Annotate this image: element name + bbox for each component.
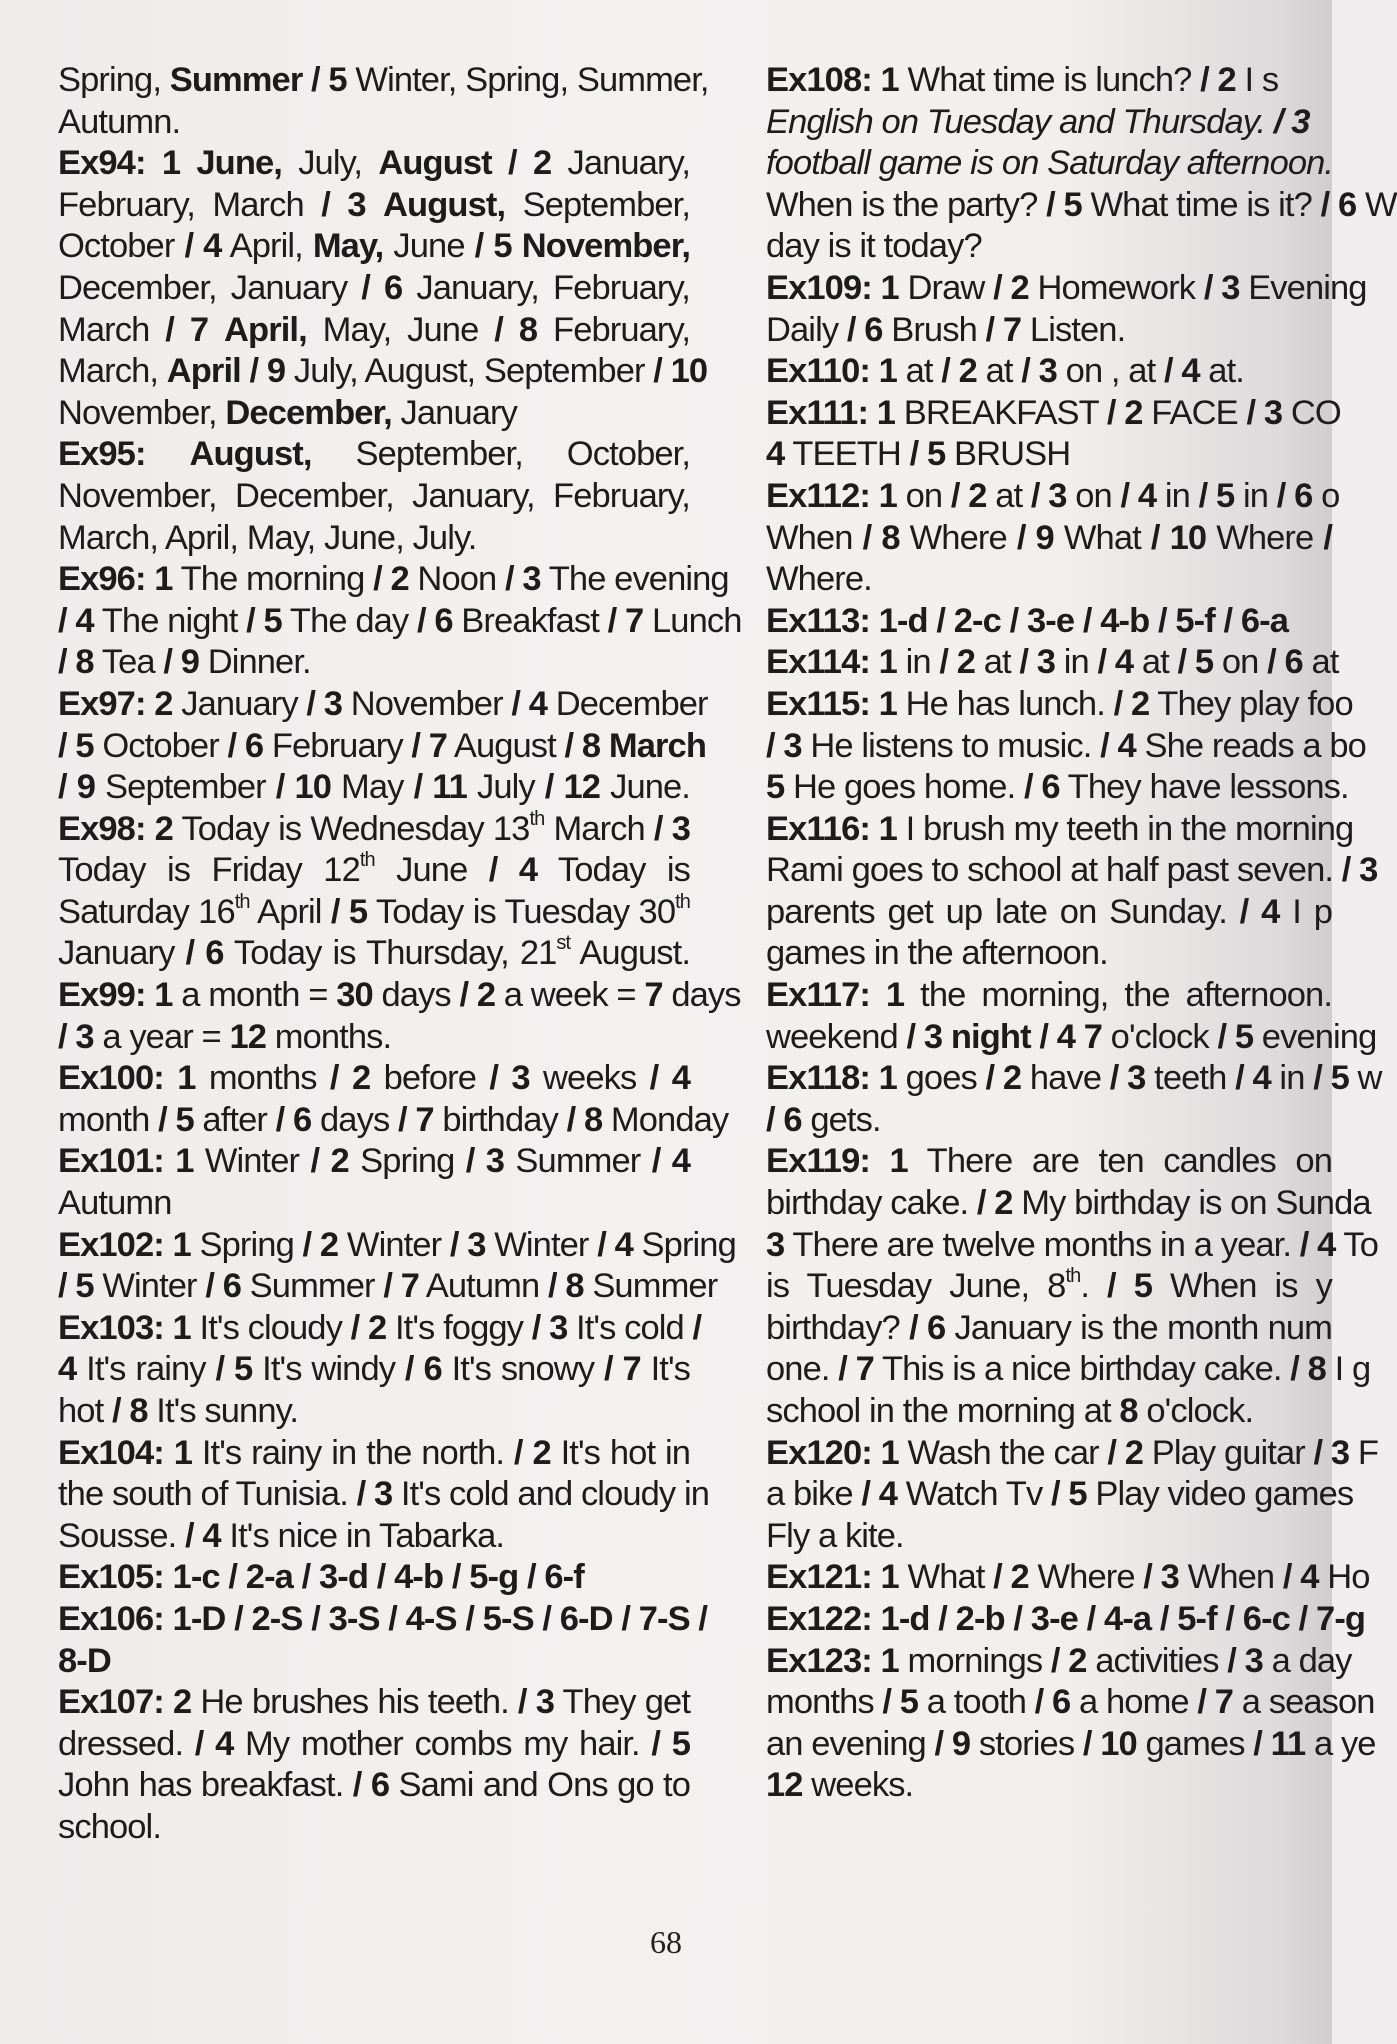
left-column-line: January / 6 Today is Thursday, 21st August. bbox=[58, 932, 691, 973]
left-column-line: hot / 8 It's sunny. bbox=[58, 1392, 299, 1430]
right-column-line: weekend / 3 night / 4 7 o'clock / 5 evening bbox=[766, 1017, 1377, 1056]
left-column-line: / 9 September / 10 May / 11 July / 12 June. bbox=[58, 768, 690, 807]
left-column-line: / 5 October / 6 February / 7 August / 8 March bbox=[58, 726, 707, 765]
left-column-line: / 8 Tea / 9 Dinner. bbox=[58, 643, 311, 682]
right-column-line: Ex109: 1 Draw / 2 Homework / 3 Evening bbox=[766, 268, 1367, 307]
right-column-line: Ex111: 1 BREAKFAST / 2 FACE / 3 CO bbox=[766, 393, 1341, 432]
left-column-line: Today is Friday 12th June / 4 Today is bbox=[58, 849, 690, 890]
left-column-line: Ex98: 2 Today is Wednesday 13th March / 3 bbox=[58, 807, 691, 848]
left-column-line: month / 5 after / 6 days / 7 birthday / 8 Monday bbox=[58, 1100, 729, 1139]
left-column-line: / 3 a year = 12 months. bbox=[58, 1017, 392, 1056]
right-column-line: When is the party? / 5 What time is it? / 6 W bbox=[766, 185, 1397, 224]
left-column-line: Ex103: 1 It's cloudy / 2 It's foggy / 3 It's cold / bbox=[58, 1308, 702, 1347]
right-column-line: months / 5 a tooth / 6 a home / 7 a season bbox=[766, 1683, 1375, 1722]
left-column-line: Ex102: 1 Spring / 2 Winter / 3 Winter / 4 Spring bbox=[58, 1225, 736, 1264]
left-column-line: the south of Tunisia. / 3 It's cold and cloudy in bbox=[58, 1475, 710, 1514]
left-column-line: 8-D bbox=[58, 1641, 111, 1680]
left-column-line: Ex105: 1-c / 2-a / 3-d / 4-b / 5-g / 6-f bbox=[58, 1558, 584, 1597]
right-column-line: 5 He goes home. / 6 They have lessons. bbox=[766, 768, 1349, 807]
right-column-line: 12 weeks. bbox=[766, 1766, 914, 1805]
right-answer-column bbox=[766, 60, 1397, 1807]
left-column-line: Ex94: 1 June, July, August / 2 January, bbox=[58, 144, 691, 183]
left-answer-column bbox=[58, 60, 742, 1849]
left-column-line: Ex100: 1 months / 2 before / 3 weeks / 4 bbox=[58, 1059, 690, 1098]
left-column-line: / 4 The night / 5 The day / 6 Breakfast / 7 Lunch bbox=[58, 601, 742, 640]
right-column-line: Ex120: 1 Wash the car / 2 Play guitar / 3 F bbox=[766, 1433, 1379, 1472]
right-column-line: parents get up late on Sunday. / 4 I p bbox=[766, 892, 1333, 931]
right-column-line: Ex116: 1 I brush my teeth in the morning bbox=[766, 809, 1354, 848]
left-column-line: Ex95: August, September, October, bbox=[58, 435, 691, 474]
right-column-line: Ex117: 1 the morning, the afternoon. bbox=[766, 976, 1332, 1015]
left-column-line: Ex99: 1 a month = 30 days / 2 a week = 7 days bbox=[58, 976, 741, 1015]
right-column-line: When / 8 Where / 9 What / 10 Where / bbox=[766, 518, 1333, 557]
right-column-line: football game is on Saturday afternoon. bbox=[766, 144, 1334, 183]
left-column-line: Sousse. / 4 It's nice in Tabarka. bbox=[58, 1516, 505, 1555]
right-column-line: Ex121: 1 What / 2 Where / 3 When / 4 Ho bbox=[766, 1558, 1370, 1597]
right-column-line: Ex115: 1 He has lunch. / 2 They play foo bbox=[766, 684, 1353, 723]
right-column-line: Ex122: 1-d / 2-b / 3-e / 4-a / 5-f / 6-c / 7-g bbox=[766, 1599, 1366, 1638]
left-column-line: 4 It's rainy / 5 It's windy / 6 It's snowy / 7 It's bbox=[58, 1350, 691, 1389]
left-column-line: Autumn bbox=[58, 1184, 172, 1223]
left-column-line: March / 7 April, May, June / 8 February, bbox=[58, 310, 691, 349]
right-column-line: Ex112: 1 on / 2 at / 3 on / 4 in / 5 in / 6 o bbox=[766, 476, 1340, 515]
right-column-line: Daily / 6 Brush / 7 Listen. bbox=[766, 310, 1126, 349]
left-column-line: February, March / 3 August, September, bbox=[58, 185, 691, 224]
right-column-line: birthday? / 6 January is the month num bbox=[766, 1308, 1333, 1347]
page-number: 68 bbox=[650, 1924, 682, 1960]
left-column-line: John has breakfast. / 6 Sami and Ons go to bbox=[58, 1766, 691, 1805]
right-column-line: Ex108: 1 What time is lunch? / 2 I s bbox=[766, 61, 1279, 99]
left-column-line: Ex97: 2 January / 3 November / 4 December bbox=[58, 684, 708, 723]
right-column-line: 3 There are twelve months in a year. / 4 To bbox=[766, 1225, 1379, 1264]
right-column-line: games in the afternoon. bbox=[766, 934, 1108, 973]
right-column-line: school in the morning at 8 o'clock. bbox=[766, 1392, 1254, 1430]
left-column-line: Ex104: 1 It's rainy in the north. / 2 It's hot in bbox=[58, 1433, 691, 1472]
left-column-line: Ex107: 2 He brushes his teeth. / 3 They get bbox=[58, 1683, 690, 1722]
left-column-line: Ex101: 1 Winter / 2 Spring / 3 Summer / 4 bbox=[58, 1142, 691, 1181]
right-column-line: Ex119: 1 There are ten candles on bbox=[766, 1142, 1332, 1181]
right-column-line: one. / 7 This is a nice birthday cake. / 8 I g bbox=[766, 1350, 1371, 1389]
right-column-line: English on Tuesday and Thursday. / 3 bbox=[766, 102, 1310, 141]
left-column-line: Spring, Summer / 5 Winter, Spring, Summer, bbox=[58, 61, 709, 99]
right-column-line: birthday cake. / 2 My birthday is on Sunda bbox=[766, 1184, 1371, 1223]
right-column-line: is Tuesday June, 8th. / 5 When is y bbox=[766, 1265, 1333, 1306]
right-column-line: Ex118: 1 goes / 2 have / 3 teeth / 4 in / 5 w bbox=[766, 1059, 1382, 1098]
right-column-line: Fly a kite. bbox=[766, 1516, 904, 1555]
right-column-line: Rami goes to school at half past seven. / 3 bbox=[766, 851, 1378, 890]
right-column-line: Ex114: 1 in / 2 at / 3 in / 4 at / 5 on / 6 at bbox=[766, 643, 1339, 682]
left-column-line: dressed. / 4 My mother combs my hair. / 5 bbox=[58, 1724, 690, 1763]
right-column-line: / 6 gets. bbox=[766, 1100, 881, 1139]
right-column-line: an evening / 9 stories / 10 games / 11 a ye bbox=[766, 1724, 1376, 1763]
left-column-line: Autumn. bbox=[58, 102, 181, 141]
right-column-line: Ex110: 1 at / 2 at / 3 on , at / 4 at. bbox=[766, 352, 1244, 391]
right-column-line: a bike / 4 Watch Tv / 5 Play video games bbox=[766, 1475, 1354, 1514]
right-column-line: Ex113: 1-d / 2-c / 3-e / 4-b / 5-f / 6-a bbox=[766, 601, 1289, 640]
left-column-line: October / 4 April, May, June / 5 November, bbox=[58, 227, 691, 266]
left-column-line: November, December, January, February, bbox=[58, 476, 690, 515]
left-column-line: November, December, January bbox=[58, 393, 517, 432]
left-column-line: March, April, May, June, July. bbox=[58, 518, 477, 557]
right-column-line: Where. bbox=[766, 560, 872, 599]
left-column-line: March, April / 9 July, August, September / 10 bbox=[58, 352, 708, 391]
right-column-line: Ex123: 1 mornings / 2 activities / 3 a day bbox=[766, 1641, 1352, 1680]
left-column-line: school. bbox=[58, 1807, 162, 1846]
left-column-line: Ex96: 1 The morning / 2 Noon / 3 The evening bbox=[58, 560, 729, 599]
right-column-line: day is it today? bbox=[766, 227, 982, 266]
left-column-line: Saturday 16th April / 5 Today is Tuesday 30th bbox=[58, 890, 691, 931]
right-column-line: / 3 He listens to music. / 4 She reads a bo bbox=[766, 726, 1366, 765]
left-column-line: December, January / 6 January, February, bbox=[58, 268, 690, 307]
left-column-line: / 5 Winter / 6 Summer / 7 Autumn / 8 Summer bbox=[58, 1267, 718, 1306]
left-column-line: Ex106: 1-D / 2-S / 3-S / 4-S / 5-S / 6-D / 7-S / bbox=[58, 1599, 708, 1638]
right-column-line: 4 TEETH / 5 BRUSH bbox=[766, 435, 1071, 474]
